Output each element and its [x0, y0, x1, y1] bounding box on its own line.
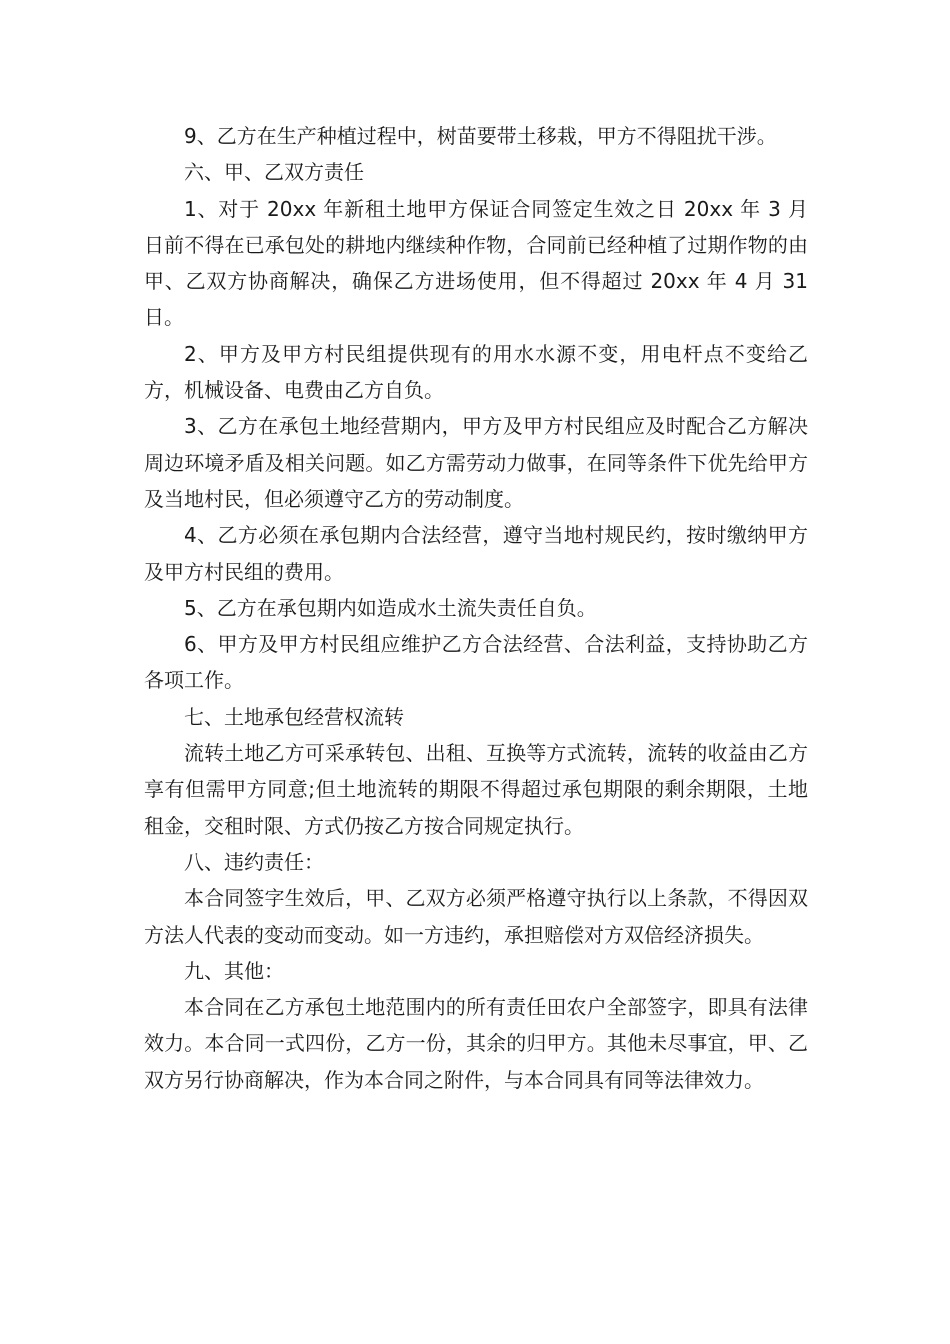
clause-6-2: 2、甲方及甲方村民组提供现有的用水水源不变，用电杆点不变给乙方，机械设备、电费由乙方自负。: [144, 341, 808, 403]
clause-9-seedlings: 9、乙方在生产种植过程中，树苗要带土移栽，甲方不得阻扰干涉。: [184, 124, 777, 148]
clause-6-3: 3、乙方在承包土地经营期内，甲方及甲方村民组应及时配合乙方解决周边环境矛盾及相关问题。如乙方需劳动力做事，在同等条件下优先给甲方及当地村民，但必须遵守乙方的劳动制度。: [144, 414, 808, 511]
section-7-heading: 七、土地承包经营权流转: [184, 704, 404, 729]
section-9-heading: 九、其他：: [184, 958, 284, 983]
clause-6-5: 5、乙方在承包期内如造成水土流失责任自负。: [184, 595, 597, 620]
document-body: [144, 118, 808, 1098]
clause-6-1: 1、对于 20xx 年新租土地甲方保证合同签定生效之日 20xx 年 3 月 日前不得在已承包处的耕地内继续种作物，合同前已经种植了过期作物的由甲、乙双方协商解决，确保乙方进场使用，但不得超过 20xx 年 4 月 31 日。: [144, 196, 808, 330]
clause-6-6: 6、甲方及甲方村民组应维护乙方合法经营、合法利益，支持协助乙方各项工作。: [144, 632, 808, 693]
section-7-body: 流转土地乙方可采承转包、出租、互换等方式流转，流转的收益由乙方享有但需甲方同意;但土地流转的期限不得超过承包期限的剩余期限，土地租金，交租时限、方式仍按乙方按合同规定执行。: [144, 741, 808, 838]
section-6-heading: 六、甲、乙双方责任: [184, 160, 364, 185]
section-9-body: 本合同在乙方承包土地范围内的所有责任田农户全部签字，即具有法律效力。本合同一式四份，乙方一份，其余的归甲方。其他未尽事宜，甲、乙双方另行协商解决，作为本合同之附件，与本合同具有同等法律效力。: [144, 995, 808, 1092]
section-8-heading: 八、违约责任：: [184, 849, 324, 874]
section-8-body: 本合同签字生效后，甲、乙双方必须严格遵守执行以上条款，不得因双方法人代表的变动而变动。如一方违约，承担赔偿对方双倍经济损失。: [144, 886, 808, 947]
clause-6-4: 4、乙方必须在承包期内合法经营，遵守当地村规民约，按时缴纳甲方及甲方村民组的费用。: [144, 523, 808, 584]
